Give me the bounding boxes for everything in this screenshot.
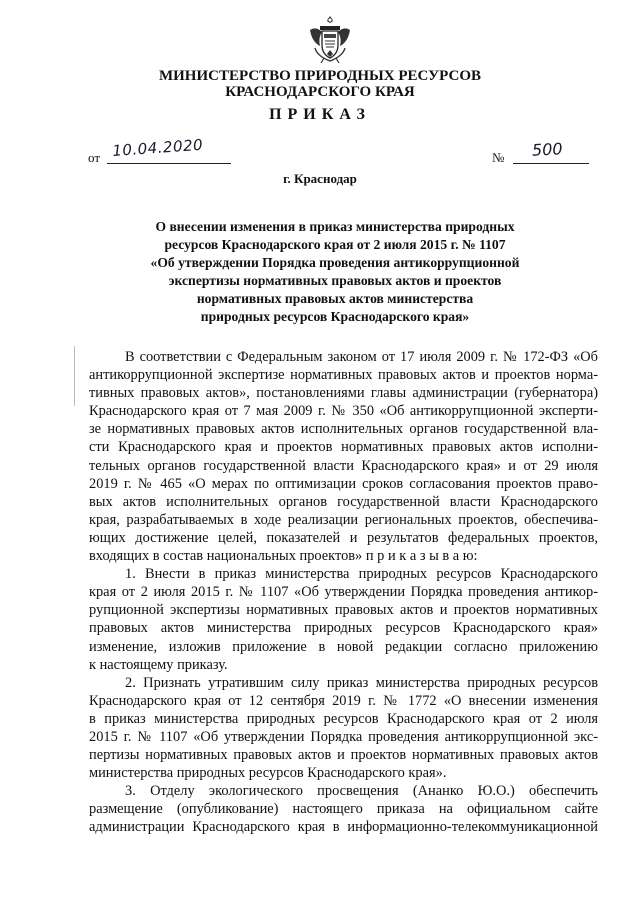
body-line: края, разрабатываемых в ходе реализации региональных проектов, обеспечива- — [89, 511, 598, 528]
body-line: 3. Отделу экологического просвещения (Ананко Ю.О.) обеспечить — [125, 783, 598, 800]
city-name: г. Краснодар — [283, 171, 357, 186]
handwritten-date: 10.04.2020 — [111, 135, 204, 160]
body-line: вых актов исполнительных органов государственной власти Краснодарского — [89, 493, 598, 510]
ministry-name-line-2: КРАСНОДАРСКОГО КРАЯ — [225, 84, 415, 100]
ministry-name-line-1: МИНИСТЕРСТВО ПРИРОДНЫХ РЕСУРСОВ — [158, 68, 482, 84]
body-line: антикоррупционной экспертизе нормативных правовых актов и проектов норма- — [89, 367, 598, 384]
body-line: правовых актов министерства природных ресурсов Краснодарского края» — [89, 620, 598, 637]
number-label: № — [492, 150, 505, 165]
number-underline — [513, 163, 589, 164]
body-line: 1. Внести в приказ министерства природных ресурсов Краснодарского — [125, 566, 598, 583]
subject-line: ресурсов Краснодарского края от 2 июля 2015 г. № 1107 — [164, 237, 506, 252]
body-line: 2019 г. № 465 «О мерах по оптимизации сроков согласования проектов право- — [89, 475, 598, 492]
body-line: края от 2 июля 2015 г. № 1107 «Об утверждении Порядка проведения антикор- — [89, 584, 598, 601]
document-subject — [100, 218, 570, 326]
body-line: В соответствии с Федеральным законом от 17 июля 2009 г. № 172-ФЗ «Об — [125, 349, 598, 365]
body-line: Краснодарского края от 12 сентября 2019 г. № 1772 «О внесении изменения — [89, 692, 598, 709]
subject-line: экспертизы нормативных правовых актов и проектов — [168, 273, 502, 288]
subject-line: природных ресурсов Краснодарского края» — [200, 309, 470, 324]
body-line: изменение, изложив приложение в новой редакции согласно приложению — [89, 638, 598, 655]
date-underline — [107, 163, 231, 164]
body-line: к настоящему приказу. — [89, 656, 228, 673]
margin-mark — [74, 346, 75, 406]
body-line: администрации Краснодарского края в информационно-телекоммуникационной — [89, 819, 598, 836]
body-line: рупционной экспертизы нормативных правовых актов и проектов нормативных — [89, 602, 598, 619]
body-line: пертизы нормативных правовых актов и проектов нормативных правовых актов — [89, 747, 598, 764]
handwritten-number: 500 — [531, 139, 564, 160]
body-line: 2015 г. № 1107 «Об утверждении Порядка проведения антикоррупционной экс- — [89, 728, 598, 745]
body-line: Краснодарского края от 7 мая 2009 г. № 350 «Об антикоррупционной эксперти- — [89, 403, 598, 420]
date-label: от — [88, 150, 101, 165]
coat-of-arms-icon — [307, 14, 353, 64]
body-line: 2. Признать утратившим силу приказ министерства природных ресурсов — [125, 674, 598, 691]
body-line: входящих в состав национальных проектов» п р и к а з ы в а ю: — [89, 548, 478, 565]
body-line: размещение (опубликование) настоящего приказа на официальном сайте — [89, 801, 598, 818]
body-line: зе нормативных правовых актов исполнительных органов государственной вла- — [89, 421, 598, 438]
subject-line: нормативных правовых актов министерства — [196, 291, 474, 306]
body-line: ющих достижение целей, показателей и результатов федеральных проектов, — [89, 529, 598, 546]
document-body — [89, 348, 598, 837]
document-type-title: ПРИКАЗ — [269, 106, 371, 123]
body-line: тивных правовых актов», постановлениями главы администрации (губернатора) — [89, 385, 598, 402]
body-line: сти Краснодарского края и проектов нормативных правовых актов исполни- — [89, 439, 598, 456]
body-line: министерства природных ресурсов Краснодарского края». — [89, 765, 447, 782]
subject-line: «Об утверждении Порядка проведения антикоррупционной — [150, 255, 520, 270]
body-line: в приказ министерства природных ресурсов Краснодарского края от 2 июля — [89, 710, 598, 727]
body-line: тельных органов государственной власти Краснодарского края» и от 29 июля — [89, 457, 598, 474]
subject-line: О внесении изменения в приказ министерства природных — [155, 219, 515, 234]
